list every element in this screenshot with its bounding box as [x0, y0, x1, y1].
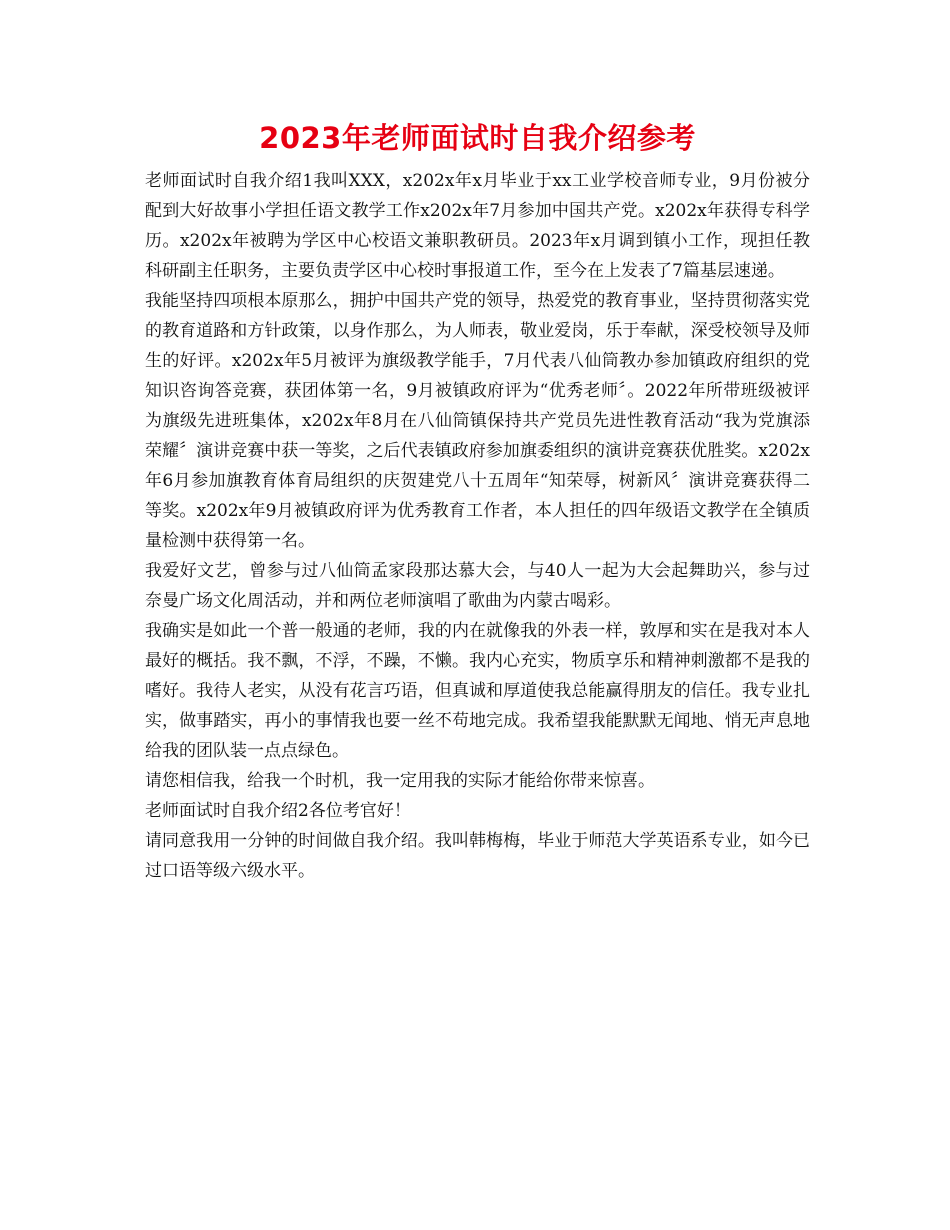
paragraph-hobbies: 我爱好文艺，曾参与过八仙筒孟家段那达慕大会，与40人一起为大会起舞助兴，参与过奈曼广场文化周活动，并和两位老师演唱了歌曲为内蒙古喝彩。: [145, 561, 810, 611]
paragraph-intro-2-body: 请同意我用一分钟的时间做自我介绍。我叫韩梅梅，毕业于师范大学英语系专业，如今已过口语等级六级水平。: [145, 831, 810, 881]
document-page: [145, 118, 810, 886]
paragraph-closing: 请您相信我，给我一个时机，我一定用我的实际才能给你带来惊喜。: [145, 771, 655, 791]
paragraph-principles: 我能坚持四项根本原那么，拥护中国共产党的领导，热爱党的教育事业，坚持贯彻落实党的教育道路和方针政策，以身作那么，为人师表，敬业爱岗，乐于奉献，深受校领导及师生的好评。x202x年5月被评为旗级教学能手，7月代表八仙筒教办参加镇政府组织的党知识咨询答竞赛，获团体第一名，9月被镇政府评为“优秀老师〞。2022年所带班级被评为旗级先进班集体，x202x年8月在八仙筒镇保持共产党员先进性教育活动“我为党旗添荣耀〞演讲竞赛中获一等奖，之后代表镇政府参加旗委组织的演讲竞赛获优胜奖。x202x年6月参加旗教育体育局组织的庆贺建党八十五周年“知荣辱，树新风〞演讲竞赛获得二等奖。x202x年9月被镇政府评为优秀教育工作者，本人担任的四年级语文教学在全镇质量检测中获得第一名。: [145, 291, 810, 551]
paragraph-intro-1: 老师面试时自我介绍1我叫XXX，x202x年x月毕业于xx工业学校音师专业，9月份被分配到大好故事小学担任语文教学工作x202x年7月参加中国共产党。x202x年获得专科学历。x202x年被聘为学区中心校语文兼职教研员。2023年x月调到镇小工作，现担任教科研副主任职务，主要负责学区中心校时事报道工作，至今在上发表了7篇基层速递。: [145, 171, 810, 281]
document-title: 2023年老师面试时自我介绍参考: [259, 121, 696, 155]
paragraph-character: 我确实是如此一个普一般通的老师，我的内在就像我的外表一样，敦厚和实在是我对本人最好的概括。我不飘，不浮，不躁，不懒。我内心充实，物质享乐和精神刺激都不是我的嗜好。我待人老实，从没有花言巧语，但真诚和厚道使我总能赢得朋友的信任。我专业扎实，做事踏实，再小的事情我也要一丝不苟地完成。我希望我能默默无闻地、悄无声息地给我的团队装一点点绿色。: [145, 621, 810, 761]
paragraph-intro-2-heading: 老师面试时自我介绍2各位考官好！: [145, 801, 411, 821]
